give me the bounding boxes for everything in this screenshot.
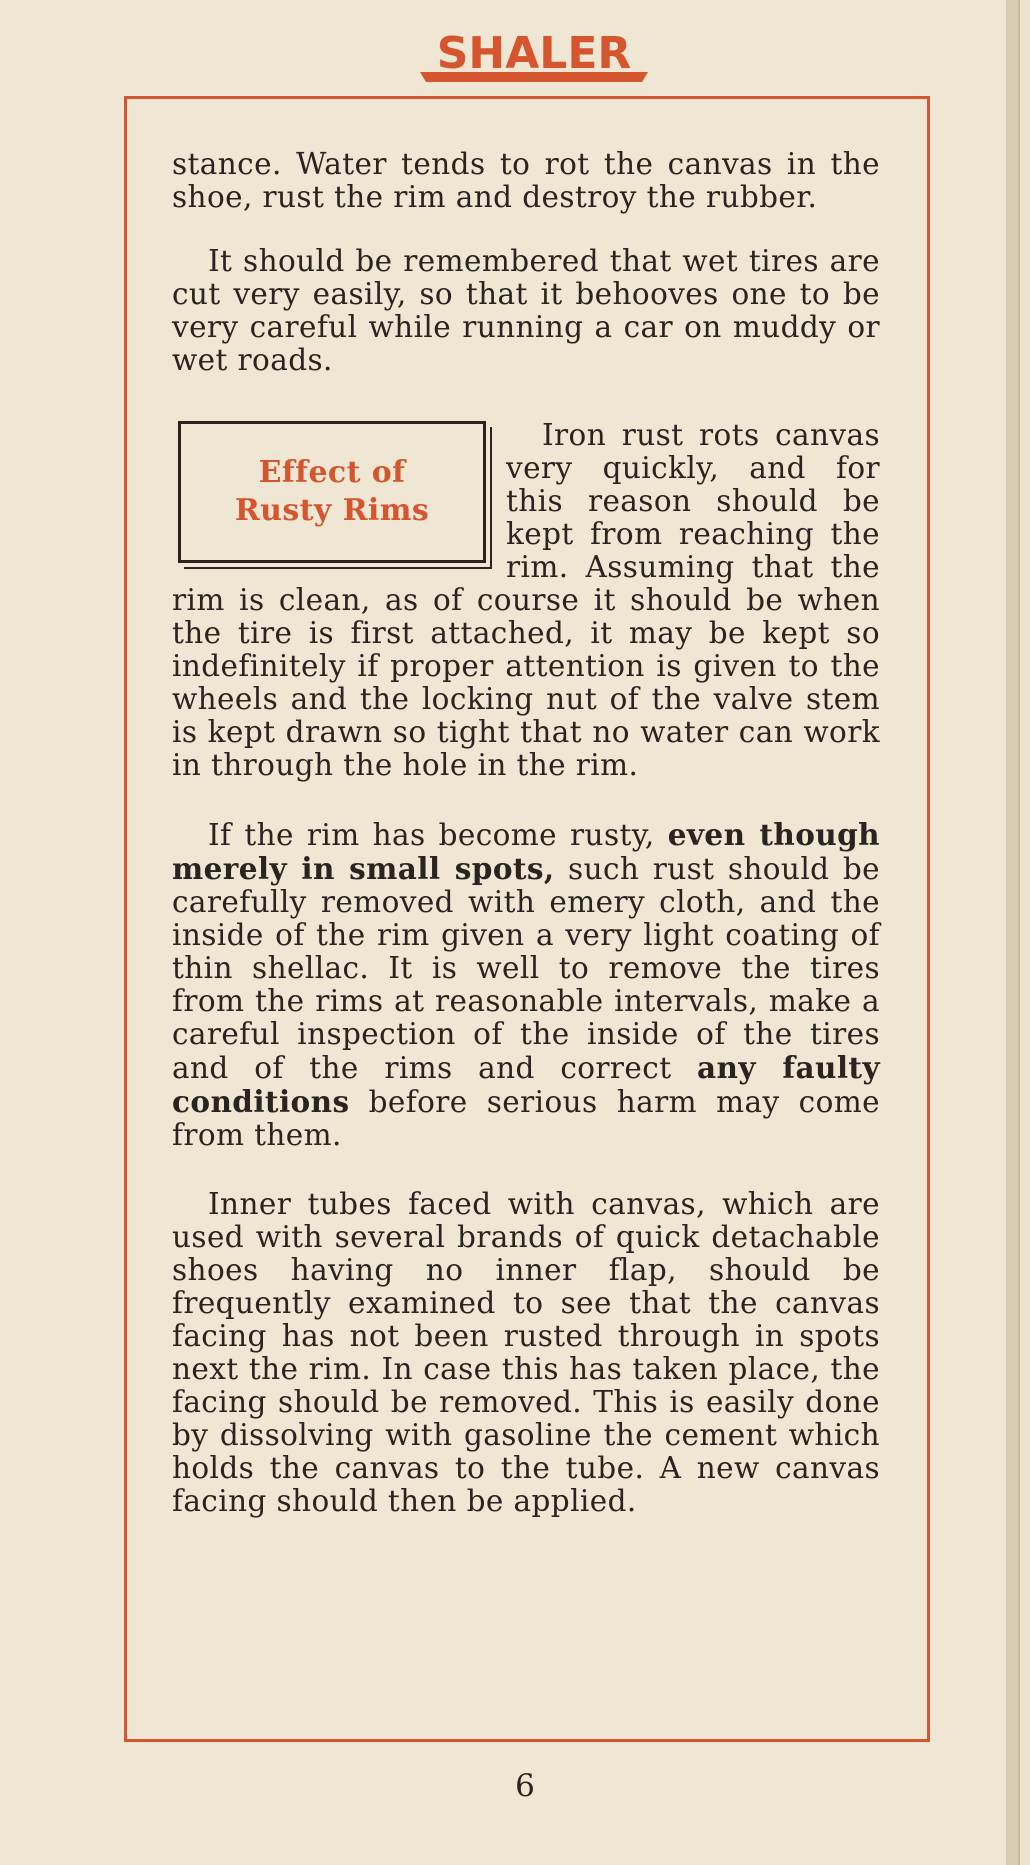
section-heading-box bbox=[178, 421, 486, 563]
section-heading-line-2: Rusty Rims bbox=[234, 493, 430, 528]
paragraph-4-bold-1: even though merely in small spots, bbox=[172, 817, 880, 886]
paragraph-4-part-a: If the rim has become rusty, bbox=[208, 818, 668, 852]
paragraph-5: Inner tubes faced with canvas, which are used with several brands of quick detachable shoes having no inner flap, should be frequently examined to see that the canvas facing has not been rusted through in spots next the rim. In case this has taken place, the facing should be removed. This is easily done by dissolving with gasoline the cement which holds the canvas to the tube. A new canvas facing should then be applied. bbox=[172, 1187, 880, 1518]
page-spine bbox=[1006, 0, 1018, 1865]
logo-text: SHALER bbox=[436, 28, 632, 79]
shaler-logo bbox=[414, 22, 654, 86]
paragraph-4 bbox=[172, 818, 880, 1152]
section-heading-line-1: Effect of bbox=[258, 455, 406, 490]
paragraph-4-part-b: such rust should be carefully removed with emery cloth, and the inside of the rim given a very light coating of thin shellac. It is well to remove the tires from the rims at reasonable intervals, make a careful inspection of the inside of the tires and of the rims and correct bbox=[172, 852, 880, 1085]
page-number: 6 bbox=[515, 1768, 535, 1804]
paragraph-4-part-c: before serious harm may come from them. bbox=[172, 1085, 880, 1152]
body-text bbox=[172, 148, 880, 1549]
rusty-rims-section bbox=[172, 419, 880, 782]
paragraph-1: stance. Water tends to rot the canvas in the shoe, rust the rim and destroy the rubber. bbox=[172, 147, 880, 214]
paragraph-2: It should be remembered that wet tires are cut very easily, so that it behooves one to be very careful while running a car on muddy or wet roads. bbox=[172, 244, 880, 377]
paragraph-4-bold-2: any faulty conditions bbox=[172, 1050, 880, 1119]
paragraph-3: Iron rust rots canvas very quickly, and for this reason should be kept from reaching the rim. Assuming that the rim is clean, as of course it should be when the tire is first attached, it may be kept so indefinitely if proper attention is given to the wheels and the locking nut of the valve stem is kept drawn so tight that no water can work in through the hole in the rim. bbox=[172, 418, 880, 782]
